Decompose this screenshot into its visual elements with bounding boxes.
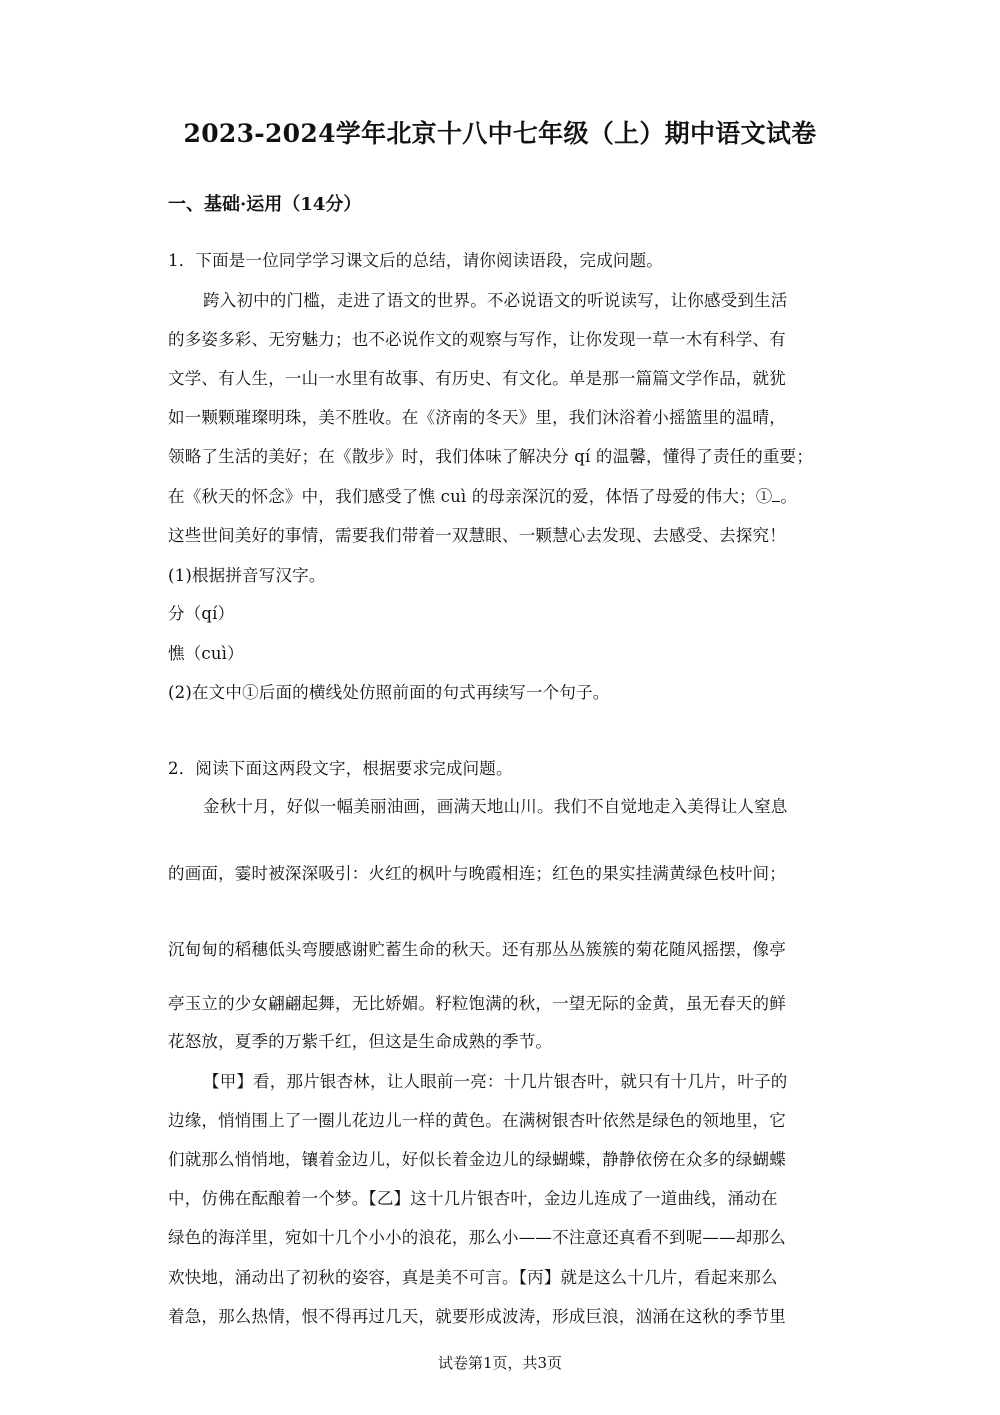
q1-passage-line: 文学、有人生，一山一水里有故事、有历史、有文化。单是那一篇篇文学作品，就犹	[168, 369, 786, 388]
q2-para2-line: 着急，那么热情，恨不得再过几天，就要形成波涛，形成巨浪，汹涌在这秋的季节里	[168, 1307, 786, 1326]
q1-passage-line: 如一颗颗璀璨明珠，美不胜收。在《济南的冬天》里，我们沐浴着小摇篮里的温晴，	[168, 408, 786, 427]
q1-line6-text: 在《秋天的怀念》中，我们感受了憔 cuì 的母亲深沉的爱，体悟了母爱的伟大；①	[168, 487, 773, 506]
q1-passage-line	[168, 483, 797, 507]
page-footer: 试卷第1页，共3页	[437, 1354, 563, 1372]
q1-passage-line: 这些世间美好的事情，需要我们带着一双慧眼、一颗慧心去发现、去感受、去探究！	[168, 526, 786, 545]
page-title: 2023-2024学年北京十八中七年级（上）期中语文试卷	[183, 119, 817, 148]
q2-para2-line: 【甲】看，那片银杏林，让人眼前一亮：十几片银杏叶，就只有十几片，叶子的	[203, 1072, 788, 1091]
q2-para2-line: 中，仿佛在酝酿着一个梦。【乙】这十几片银杏叶，金边儿连成了一道曲线，涌动在	[168, 1189, 778, 1208]
question-1-stem: 1．下面是一位同学学习课文后的总结，请你阅读语段，完成问题。	[168, 251, 663, 270]
q2-para1-line: 的画面，霎时被深深吸引：火红的枫叶与晚霞相连；红色的果实挂满黄绿色枝叶间；	[168, 864, 786, 883]
q2-para2-line: 绿色的海洋里，宛如十几个小小的浪花，那么小——不注意还真看不到呢——却那么	[168, 1228, 786, 1247]
q2-para1-line: 金秋十月，好似一幅美丽油画，画满天地山川。我们不自觉地走入美得让人窒息	[203, 797, 788, 816]
q2-para2-line: 边缘，悄悄围上了一圈儿花边儿一样的黄色。在满树银杏叶依然是绿色的领地里，它	[168, 1111, 786, 1130]
q1-line6-end: 。	[780, 487, 798, 506]
q2-para2-line: 们就那么悄悄地，镶着金边儿，好似长着金边儿的绿蝴蝶，静静依傍在众多的绿蝴蝶	[168, 1150, 786, 1169]
section-heading: 一、基础·运用（14分）	[168, 194, 362, 215]
pinyin-item-qi: 分（qí）	[168, 604, 235, 623]
q1-passage-line: 跨入初中的门槛，走进了语文的世界。不必说语文的听说读写，让你感受到生活	[203, 291, 788, 310]
question-2-stem: 2．阅读下面这两段文字，根据要求完成问题。	[168, 759, 513, 778]
q2-para1-line: 亭玉立的少女翩翩起舞，无比娇媚。籽粒饱满的秋，一望无际的金黄，虽无春天的鲜	[168, 994, 786, 1013]
q1-passage-line: 的多姿多彩、无穷魅力；也不必说作文的观察与写作，让你发现一草一木有科学、有	[168, 330, 786, 349]
q2-para1-line: 花怒放，夏季的万紫千红，但这是生命成熟的季节。	[168, 1032, 553, 1051]
pinyin-item-cui: 憔（cuì）	[168, 644, 244, 663]
sub-question-1: (1)根据拼音写汉字。	[168, 566, 326, 585]
q1-passage-line: 领略了生活的美好；在《散步》时，我们体味了解决分 qí 的温馨，懂得了责任的重要；	[168, 447, 814, 466]
sub-question-2: (2)在文中①后面的横线处仿照前面的句式再续写一个句子。	[168, 683, 610, 702]
q2-para1-line: 沉甸甸的稻穗低头弯腰感谢贮蓄生命的秋天。还有那丛丛簇簇的菊花随风摇摆，像亭	[168, 940, 786, 959]
q2-para2-line: 欢快地，涌动出了初秋的姿容，真是美不可言。【丙】就是这么十几片，看起来那么	[168, 1268, 778, 1287]
